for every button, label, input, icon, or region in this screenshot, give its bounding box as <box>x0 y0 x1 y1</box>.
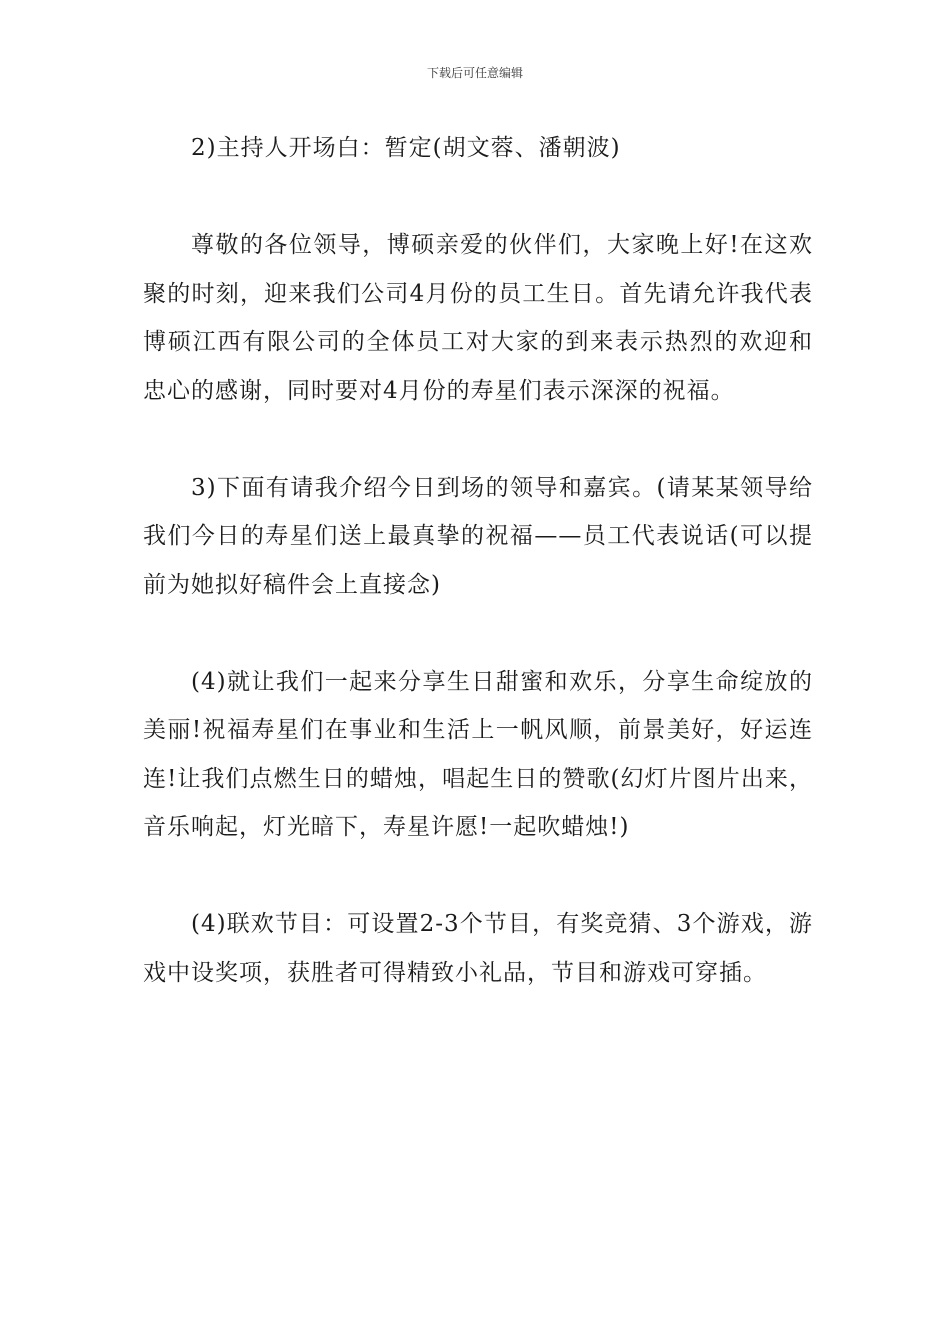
paragraph-welcome-speech: 尊敬的各位领导，博硕亲爱的伙伴们，大家晚上好!在这欢聚的时刻，迎来我们公司4月份的员工生日。首先请允许我代表博硕江西有限公司的全体员工对大家的到来表示热烈的欢迎和忠心的感谢，同时要对4月份的寿星们表示深深的祝福。 <box>143 232 813 404</box>
paragraph-introduce-guests: 3)下面有请我介绍今日到场的领导和嘉宾。(请某某领导给我们今日的寿星们送上最真挚的祝福——员工代表说话(可以提前为她拟好稿件会上直接念) <box>143 474 813 598</box>
document-body <box>143 124 813 997</box>
paragraph-party-programs: (4)联欢节目：可设置2-3个节目，有奖竞猜、3个游戏，游戏中设奖项，获胜者可得精致小礼品，节目和游戏可穿插。 <box>143 911 813 986</box>
page-header-note: 下载后可任意编辑 <box>426 66 523 80</box>
paragraph-host-opening: 2)主持人开场白：暂定(胡文蓉、潘朝波) <box>191 135 621 161</box>
paragraph-birthday-candles: (4)就让我们一起来分享生日甜蜜和欢乐，分享生命绽放的美丽!祝福寿星们在事业和生活上一帆风顺，前景美好，好运连连!让我们点燃生日的蜡烛，唱起生日的赞歌(幻灯片图片出来，音乐响起，灯光暗下，寿星许愿!一起吹蜡烛!) <box>143 668 813 840</box>
